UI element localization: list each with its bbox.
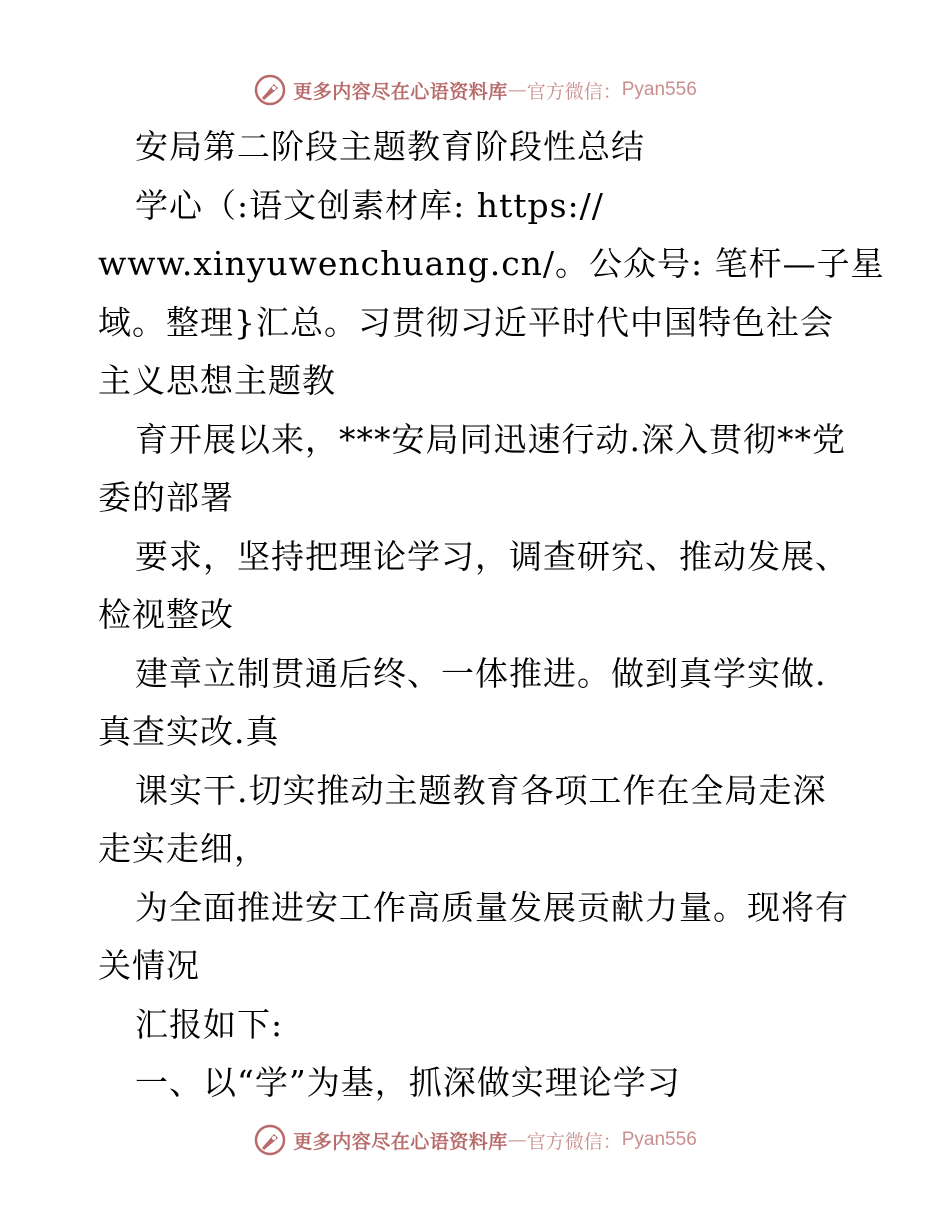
watermark-separator: — [507,1129,527,1151]
text-line: 课实干.切实推动主题教育各项工作在全局走深 [135,770,827,810]
text-line: 真查实改.真 [98,712,280,751]
text-line: 学心（:语文创素材库: https:// [135,185,604,225]
text-line: 域。整理}汇总。习贯彻习近平时代中国特色社会 [98,302,834,342]
document-body [98,118,885,1113]
section-heading: 一、以“学”为基，抓深做实理论学习 [135,1063,681,1102]
text-line: 走实走细， [98,829,268,868]
text-line: 为全面推进安工作高质量发展贡献力量。现将有 [135,887,849,927]
text-line: www.xinyuwenchuang.cn/。公众号: 笔杆—子星 [98,244,885,283]
text-line: 委的部署 [98,478,234,517]
text-line: 主义思想主题教 [98,361,336,400]
pen-nib-logo-icon [253,1123,287,1157]
text-line: 要求，坚持把理论学习，调查研究、推动发展、 [135,536,849,576]
text-line: 育开展以来，***安局同迅速行动.深入贯彻**党 [135,419,846,459]
text-line: 关情况 [98,946,200,985]
watermark-brand: 更多内容尽在心语资料库 [293,80,508,103]
watermark-handle: Pyan556 [621,1129,697,1150]
text-line: 建章立制贯通后终、一体推进。做到真学实做. [135,653,827,693]
watermark-separator: — [507,79,527,101]
watermark-label: 官方微信： [526,80,622,103]
pen-nib-logo-icon [253,73,287,107]
footer-watermark [0,1120,950,1160]
document-title: 安局第二阶段主题教育阶段性总结 [135,127,645,166]
header-watermark [0,70,950,110]
watermark-brand: 更多内容尽在心语资料库 [293,1130,508,1153]
watermark-label: 官方微信： [526,1130,622,1153]
text-line: 汇报如下: [135,1004,284,1044]
text-line: 检视整改 [98,595,234,634]
watermark-handle: Pyan556 [621,79,697,100]
